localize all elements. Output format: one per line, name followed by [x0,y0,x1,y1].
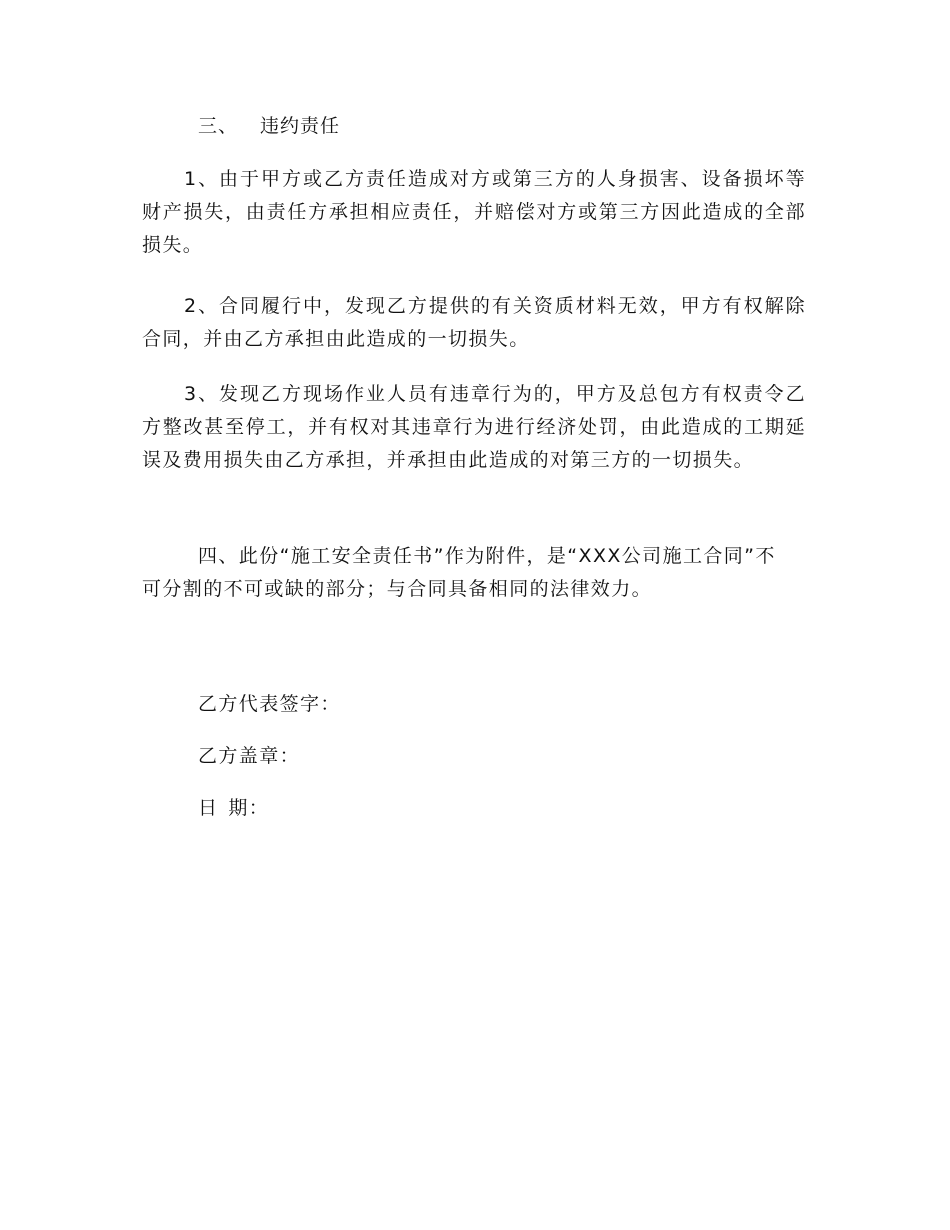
date-label-char-1: 日 [198,797,219,819]
section-number: 三、 [198,115,239,137]
paragraph-clause-1: 1、由于甲方或乙方责任造成对方或第三方的人身损害、设备损坏等财产损失，由责任方承担相应责任，并赔偿对方或第三方因此造成的全部损失。 [142,168,806,256]
paragraph-clause-2: 2、合同履行中，发现乙方提供的有关资质材料无效，甲方有权解除合同，并由乙方承担由此造成的一切损失。 [142,295,806,350]
paragraph-section-4: 四、此份“施工安全责任书”作为附件，是“XXX公司施工合同”不可分割的不可或缺的部分；与合同具备相同的法律效力。 [142,545,776,600]
date-label [198,794,269,822]
section-title: 违约责任 [260,115,341,137]
representative-signature-label: 乙方代表签字： [198,693,341,715]
paragraph-clause-3: 3、发现乙方现场作业人员有违章行为的，甲方及总包方有权责令乙方整改甚至停工，并有权对其违章行为进行经济处罚，由此造成的工期延误及费用损失由乙方承担，并承担由此造成的对第三方的一切损失。 [142,383,806,471]
section-heading [198,112,340,140]
seal-label: 乙方盖章： [198,745,301,767]
date-label-char-2: 期： [228,797,270,819]
